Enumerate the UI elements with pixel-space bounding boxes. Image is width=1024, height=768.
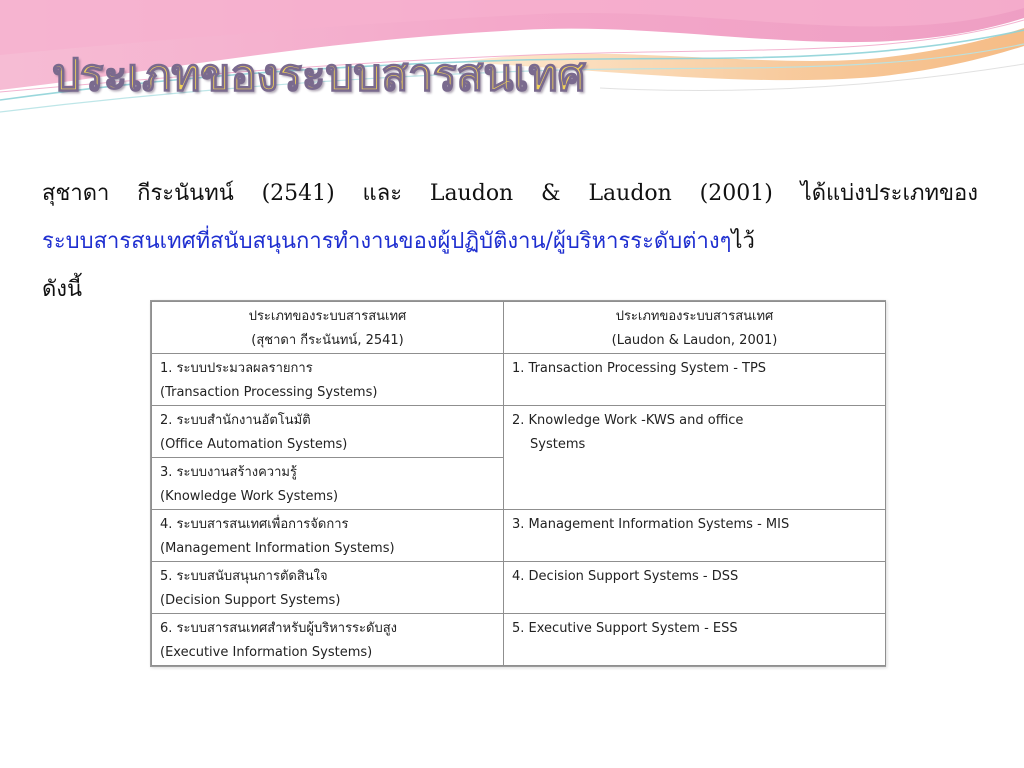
system-types-table: [151, 301, 886, 666]
right-cell-merged: [504, 406, 886, 510]
intro-line-1: สุชาดา กีระนันทน์ (2541) และ Laudon & Laudon (2001) ได้แบ่งประเภทของ: [42, 181, 978, 206]
right-cell-text: 3. Management Information Systems - MIS: [512, 517, 790, 532]
table-row: [152, 562, 886, 614]
left-cell-english: (Office Automation Systems): [160, 437, 348, 452]
intro-line-2-tail: ไว้: [731, 229, 755, 254]
right-cell-text: 5. Executive Support System - ESS: [512, 621, 738, 636]
header-left-title: ประเภทของระบบสารสนเทศ: [248, 309, 407, 324]
left-cell: [152, 562, 504, 614]
left-cell-english: (Transaction Processing Systems): [160, 385, 378, 400]
left-cell: [152, 354, 504, 406]
left-cell-english: (Management Information Systems): [160, 541, 395, 556]
right-cell: [504, 354, 886, 406]
left-cell-thai: 1. ระบบประมวลผลรายการ: [160, 361, 313, 376]
system-types-table-container: [150, 300, 886, 667]
right-cell-text-continued: Systems: [530, 437, 586, 452]
left-cell: [152, 406, 504, 458]
header-right: [504, 302, 886, 354]
intro-line-3: ดังนี้: [42, 277, 83, 302]
header-left-source: (สุชาดา กีระนันทน์, 2541): [251, 333, 404, 348]
table-row: [152, 614, 886, 666]
left-cell-thai: 2. ระบบสำนักงานอัตโนมัติ: [160, 413, 311, 428]
left-cell-thai: 5. ระบบสนับสนุนการตัดสินใจ: [160, 569, 328, 584]
table-row: [152, 406, 886, 458]
table-row: [152, 510, 886, 562]
header-right-title: ประเภทของระบบสารสนเทศ: [615, 309, 774, 324]
left-cell: [152, 510, 504, 562]
right-cell: [504, 614, 886, 666]
left-cell-thai: 6. ระบบสารสนเทศสำหรับผู้บริหารระดับสูง: [160, 621, 397, 636]
table-row: [152, 354, 886, 406]
left-cell-english: (Decision Support Systems): [160, 593, 341, 608]
left-cell: [152, 458, 504, 510]
right-cell-text: 4. Decision Support Systems - DSS: [512, 569, 739, 584]
slide-title: ประเภทของระบบสารสนเทศ: [52, 50, 586, 101]
intro-highlight: ระบบสารสนเทศที่สนับสนุนการทำงานของผู้ปฏิบัติงาน/ผู้บริหารระดับต่างๆ: [42, 229, 732, 254]
right-cell-text: 1. Transaction Processing System - TPS: [512, 361, 767, 376]
left-cell-thai: 4. ระบบสารสนเทศเพื่อการจัดการ: [160, 517, 349, 532]
right-cell: [504, 562, 886, 614]
left-cell: [152, 614, 504, 666]
table-header-row: [152, 302, 886, 354]
left-cell-english: (Executive Information Systems): [160, 645, 373, 660]
header-right-source: (Laudon & Laudon, 2001): [611, 333, 778, 348]
intro-paragraph: [42, 170, 978, 314]
left-cell-english: (Knowledge Work Systems): [160, 489, 339, 504]
header-left: [152, 302, 504, 354]
right-cell-text: 2. Knowledge Work -KWS and office: [512, 413, 744, 428]
right-cell: [504, 510, 886, 562]
left-cell-thai: 3. ระบบงานสร้างความรู้: [160, 465, 297, 480]
